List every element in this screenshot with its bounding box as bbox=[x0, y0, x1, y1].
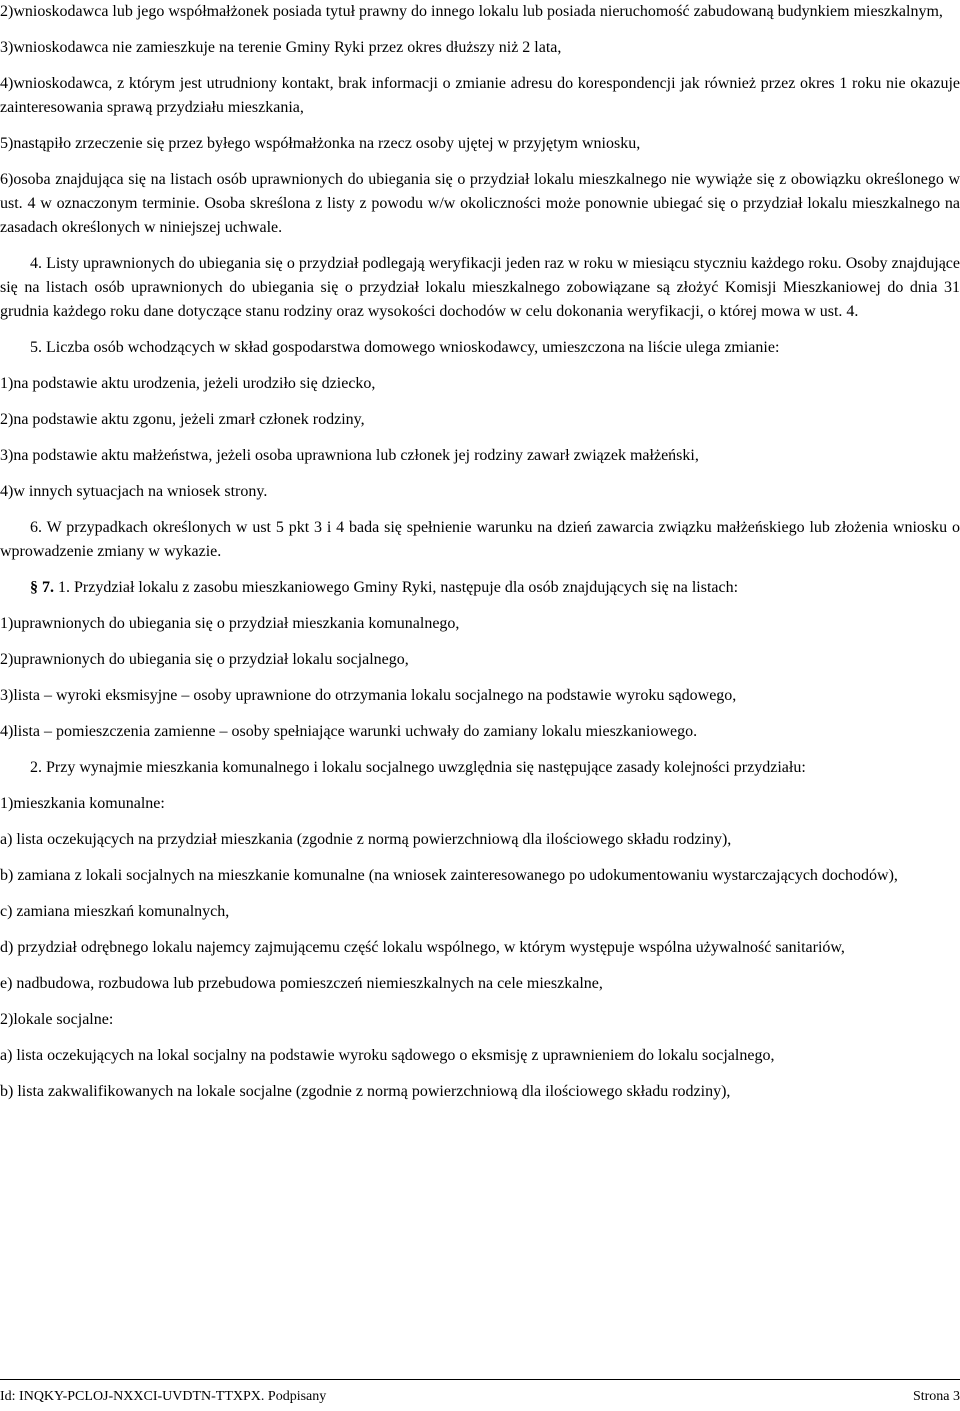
list-item: 6)osoba znajdująca się na listach osób uprawnionych do ubiegania się o przydział lokalu mieszkalnego nie wywiąże się z obowiązku określonego w ust. 4 w oznaczonym terminie. Osoba skreślona z listy z powodu w/w okoliczności może ponownie ubiegać się o przydział lokalu mieszkalnego na zasadach określonych w niniejszej uchwale. bbox=[0, 171, 960, 236]
list-item: 2)uprawnionych do ubiegania się o przydział lokalu socjalnego, bbox=[0, 651, 409, 668]
paragraph-section-6: 6. W przypadkach określonych w ust 5 pkt 3 i 4 bada się spełnienie warunku na dzień zawarcia związku małżeńskiego lub złożenia wniosku o wprowadzenie zmiany w wykazie. bbox=[0, 519, 960, 560]
list-item: 4)lista – pomieszczenia zamienne – osoby spełniające warunki uchwały do zamiany lokalu mieszkaniowego. bbox=[0, 723, 698, 740]
sub-list-item: a) lista oczekujących na przydział mieszkania (zgodnie z normą powierzchniową dla ilościowego składu rodziny), bbox=[0, 831, 732, 848]
list-item: 3)lista – wyroki eksmisyjne – osoby uprawnione do otrzymania lokalu socjalnego na podstawie wyroku sądowego, bbox=[0, 687, 737, 704]
list-item: 1)uprawnionych do ubiegania się o przydział mieszkania komunalnego, bbox=[0, 615, 460, 632]
list-item: 1)na podstawie aktu urodzenia, jeżeli urodziło się dziecko, bbox=[0, 375, 376, 392]
page-footer bbox=[0, 1388, 960, 1406]
paragraph-section-5: 5. Liczba osób wchodzących w skład gospodarstwa domowego wnioskodawcy, umieszczona na liście ulega zmianie: bbox=[30, 339, 780, 356]
sub-list-item: a) lista oczekujących na lokal socjalny na podstawie wyroku sądowego o eksmisję z uprawnieniem do lokalu socjalnego, bbox=[0, 1047, 775, 1064]
section-heading: § 7. bbox=[30, 579, 54, 596]
list-item: 3)na podstawie aktu małżeństwa, jeżeli osoba uprawniona lub członek jej rodziny zawarł związek małżeński, bbox=[0, 447, 699, 464]
sub-list-item: d) przydział odrębnego lokalu najemcy zajmującemu część lokalu wspólnego, w którym występuje wspólna używalność sanitariów, bbox=[0, 939, 845, 956]
paragraph-section-7-2: 2. Przy wynajmie mieszkania komunalnego i lokalu socjalnego uwzględnia się następujące zasady kolejności przydziału: bbox=[30, 759, 806, 776]
list-item: 3)wnioskodawca nie zamieszkuje na terenie Gminy Ryki przez okres dłuższy niż 2 lata, bbox=[0, 39, 562, 56]
list-item: 2)lokale socjalne: bbox=[0, 1011, 114, 1028]
list-item: 2)na podstawie aktu zgonu, jeżeli zmarł członek rodziny, bbox=[0, 411, 365, 428]
list-item: 1)mieszkania komunalne: bbox=[0, 795, 165, 812]
list-item: 5)nastąpiło zrzeczenie się przez byłego współmałżonka na rzecz osoby ujętej w przyjętym wniosku, bbox=[0, 135, 641, 152]
document-id: Id: INQKY-PCLOJ-NXXCI-UVDTN-TTXPX. Podpisany bbox=[0, 1389, 327, 1404]
section-text: 1. Przydział lokalu z zasobu mieszkaniowego Gminy Ryki, następuje dla osób znajdujących się na listach: bbox=[54, 579, 739, 596]
list-item: 2)wnioskodawca lub jego współmałżonek posiada tytuł prawny do innego lokalu lub posiada nieruchomość zabudowaną budynkiem mieszkalnym, bbox=[0, 3, 943, 20]
sub-list-item: c) zamiana mieszkań komunalnych, bbox=[0, 903, 230, 920]
sub-list-item: e) nadbudowa, rozbudowa lub przebudowa pomieszczeń niemieszkalnych na cele mieszkalne, bbox=[0, 975, 603, 992]
sub-list-item: b) lista zakwalifikowanych na lokale socjalne (zgodnie z normą powierzchniową dla ilościowego składu rodziny), bbox=[0, 1083, 731, 1100]
paragraph-section-7 bbox=[0, 576, 960, 600]
page-number: Strona 3 bbox=[912, 1389, 960, 1404]
footer-divider bbox=[0, 1379, 960, 1380]
list-item: 4)w innych sytuacjach na wniosek strony. bbox=[0, 483, 268, 500]
paragraph-section-4: 4. Listy uprawnionych do ubiegania się o przydział podlegają weryfikacji jeden raz w roku w miesiącu styczniu każdego roku. Osoby znajdujące się na listach osób uprawnionych do ubiegania się o przydział lokalu mieszkalnego zobowiązane są złożyć Komisji Mieszkaniowej do dnia 31 grudnia każdego roku dane dotyczące stanu rodziny oraz wysokości dochodów w celu dokonania weryfikacji, o której mowa w ust. 4. bbox=[0, 255, 960, 320]
list-item: 4)wnioskodawca, z którym jest utrudniony kontakt, brak informacji o zmianie adresu do korespondencji jak również przez okres 1 roku nie okazuje zainteresowania sprawą przydziału mieszkania, bbox=[0, 75, 960, 116]
sub-list-item: b) zamiana z lokali socjalnych na mieszkanie komunalne (na wniosek zainteresowanego po udokumentowaniu wystarczających dochodów), bbox=[0, 867, 898, 884]
